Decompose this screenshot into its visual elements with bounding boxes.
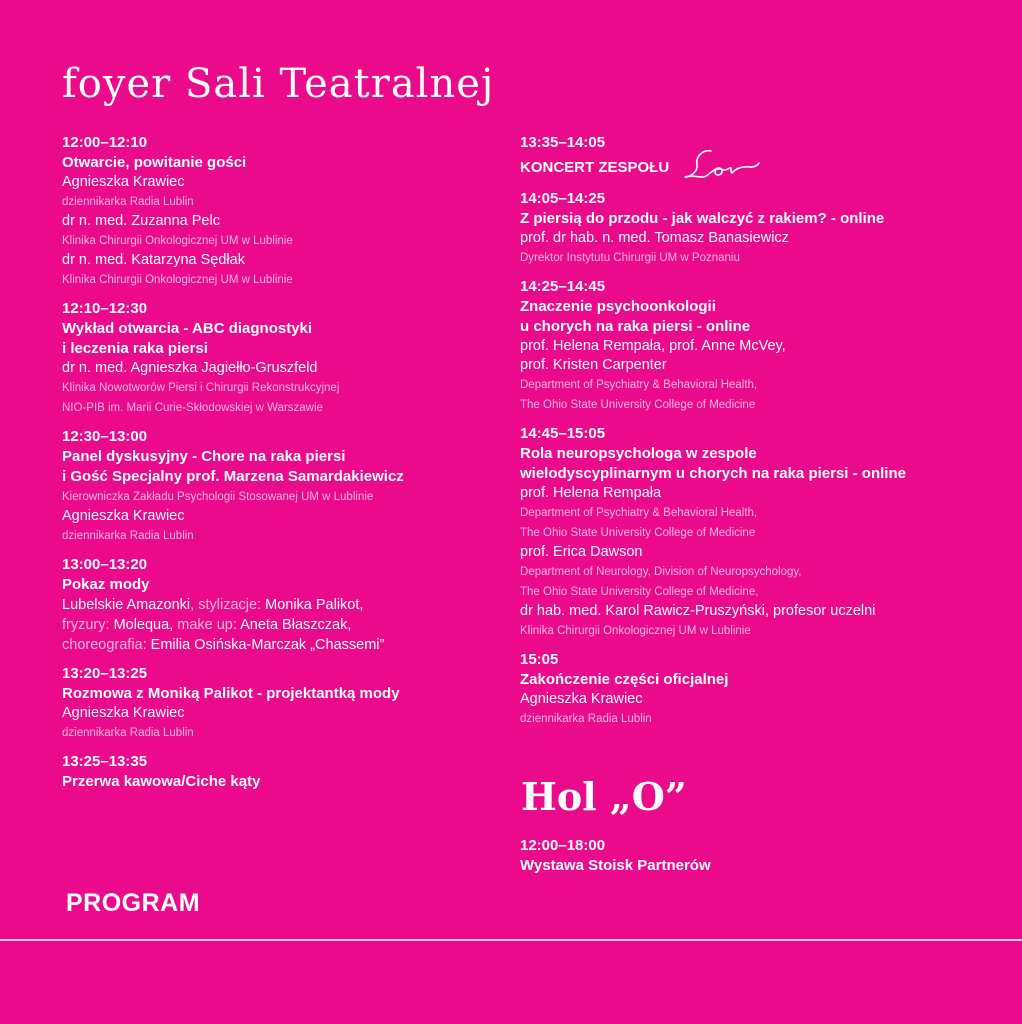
speaker-name: prof. Helena Rempała — [520, 485, 662, 501]
hol-title: Hol „O” — [521, 774, 687, 819]
schedule-event — [62, 752, 492, 792]
hol-event — [520, 836, 711, 876]
speaker-name: Agnieszka Krawiec — [520, 691, 643, 707]
speaker-affiliation: NIO-PIB im. Marii Curie-Skłodowskiej w Warszawie — [62, 402, 323, 414]
credits-line — [62, 595, 492, 615]
speaker-affiliation: The Ohio State University College of Medicine, — [520, 586, 759, 598]
speaker-affiliation: dziennikarka Radia Lublin — [62, 196, 194, 208]
speaker-affiliation: Department of Neurology, Division of Neuropsychology, — [520, 566, 802, 578]
credit-name: Emilia Osińska-Marczak „Chassemi” — [150, 637, 385, 653]
program-label: PROGRAM — [66, 889, 201, 917]
event-title: Rozmowa z Moniką Palikot - projektantką mody — [62, 685, 400, 702]
speaker-affiliation: Klinika Chirurgii Onkologicznej UM w Lublinie — [62, 274, 293, 286]
lor-signature-logo-icon — [681, 147, 761, 183]
venue-title: foyer Sali Teatralnej — [62, 61, 495, 107]
event-title: wielodyscyplinarnym u chorych na raka piersi - online — [520, 465, 906, 482]
schedule-event — [62, 664, 492, 743]
credit-role: choreografia: — [62, 637, 151, 653]
event-time: 15:05 — [520, 651, 559, 668]
speaker-affiliation: Department of Psychiatry & Behavioral Health, — [520, 507, 758, 519]
event-time: 12:00–18:00 — [520, 837, 606, 854]
schedule-event — [62, 555, 492, 655]
event-title: u chorych na raka piersi - online — [520, 318, 751, 335]
event-title: KONCERT ZESPOŁU — [520, 159, 670, 176]
credits-line — [62, 635, 492, 655]
event-title: i Gość Specjalny prof. Marzena Samardakiewicz — [62, 468, 404, 485]
event-time: 13:25–13:35 — [62, 753, 148, 770]
speaker-affiliation: The Ohio State University College of Medicine — [520, 527, 756, 539]
event-time: 13:00–13:20 — [62, 556, 148, 573]
event-title: Z piersią do przodu - jak walczyć z rakiem? - online — [520, 210, 885, 227]
event-title: Pokaz mody — [62, 576, 150, 593]
schedule-event — [520, 277, 990, 415]
speaker-name: prof. dr hab. n. med. Tomasz Banasiewicz — [520, 230, 789, 246]
speaker-affiliation: Department of Psychiatry & Behavioral Health, — [520, 379, 758, 391]
speaker-affiliation: dziennikarka Radia Lublin — [62, 530, 194, 542]
event-title: Zakończenie części oficjalnej — [520, 671, 729, 688]
speaker-affiliation: Klinika Nowotworów Piersi i Chirurgii Rekonstrukcyjnej — [62, 382, 340, 394]
speaker-affiliation: dziennikarka Radia Lublin — [520, 713, 652, 725]
event-time: 14:05–14:25 — [520, 190, 606, 207]
credit-role: make up: — [173, 617, 241, 633]
credit-name: Lubelskie Amazonki — [62, 597, 191, 613]
schedule-event — [520, 133, 990, 183]
event-title: Otwarcie, powitanie gości — [62, 154, 247, 171]
credit-name: Aneta Błaszczak, — [240, 617, 352, 633]
speaker-name: Agnieszka Krawiec — [62, 705, 185, 721]
speaker-name: prof. Helena Rempała, prof. Anne McVey, — [520, 338, 786, 354]
speaker-affiliation: Dyrektor Instytutu Chirurgii UM w Poznaniu — [520, 252, 740, 264]
schedule-event — [62, 427, 492, 546]
credit-name: Molequa, — [113, 617, 174, 633]
event-title: i leczenia raka piersi — [62, 340, 208, 357]
event-time: 13:35–14:05 — [520, 134, 606, 151]
speaker-name: dr hab. med. Karol Rawicz-Pruszyński, profesor uczelni — [520, 603, 876, 619]
event-title: Znaczenie psychoonkologii — [520, 298, 716, 315]
speaker-affiliation: Klinika Chirurgii Onkologicznej UM w Lublinie — [62, 235, 293, 247]
speaker-affiliation: dziennikarka Radia Lublin — [62, 727, 194, 739]
event-title: Rola neuropsychologa w zespole — [520, 445, 757, 462]
event-title: Wykład otwarcia - ABC diagnostyki — [62, 320, 313, 337]
credit-role: fryzury: — [62, 617, 114, 633]
credits-line — [62, 615, 492, 635]
credit-name: Monika Palikot, — [265, 597, 364, 613]
speaker-name: Agnieszka Krawiec — [62, 174, 185, 190]
event-time: 12:30–13:00 — [62, 428, 148, 445]
event-time: 12:10–12:30 — [62, 300, 148, 317]
schedule-event — [520, 650, 990, 729]
speaker-affiliation: The Ohio State University College of Medicine — [520, 399, 756, 411]
schedule-event — [62, 133, 492, 290]
event-title: Przerwa kawowa/Ciche kąty — [62, 773, 261, 790]
speaker-name: dr n. med. Katarzyna Sędłak — [62, 252, 245, 268]
speaker-affiliation: Kierowniczka Zakładu Psychologii Stosowanej UM w Lublinie — [62, 491, 374, 503]
schedule-event — [520, 424, 990, 641]
schedule-event — [62, 299, 492, 418]
speaker-name: prof. Erica Dawson — [520, 544, 643, 560]
event-title: Panel dyskusyjny - Chore na raka piersi — [62, 448, 346, 465]
speaker-name: dr n. med. Zuzanna Pelc — [62, 213, 220, 229]
event-time: 13:20–13:25 — [62, 665, 148, 682]
schedule-right-column — [520, 133, 990, 738]
concert-row — [520, 153, 990, 183]
schedule-event — [520, 189, 990, 268]
speaker-name: Agnieszka Krawiec — [62, 508, 185, 524]
footer-divider — [0, 939, 1022, 941]
speaker-affiliation: Klinika Chirurgii Onkologicznej UM w Lublinie — [520, 625, 751, 637]
event-time: 14:25–14:45 — [520, 278, 606, 295]
event-time: 14:45–15:05 — [520, 425, 606, 442]
schedule-left-column — [62, 133, 492, 801]
credit-role: , stylizacje: — [190, 597, 266, 613]
speaker-name: dr n. med. Agnieszka Jagiełło-Gruszfeld — [62, 360, 318, 376]
event-time: 12:00–12:10 — [62, 134, 148, 151]
speaker-name: prof. Kristen Carpenter — [520, 357, 667, 373]
event-title: Wystawa Stoisk Partnerów — [520, 857, 711, 874]
